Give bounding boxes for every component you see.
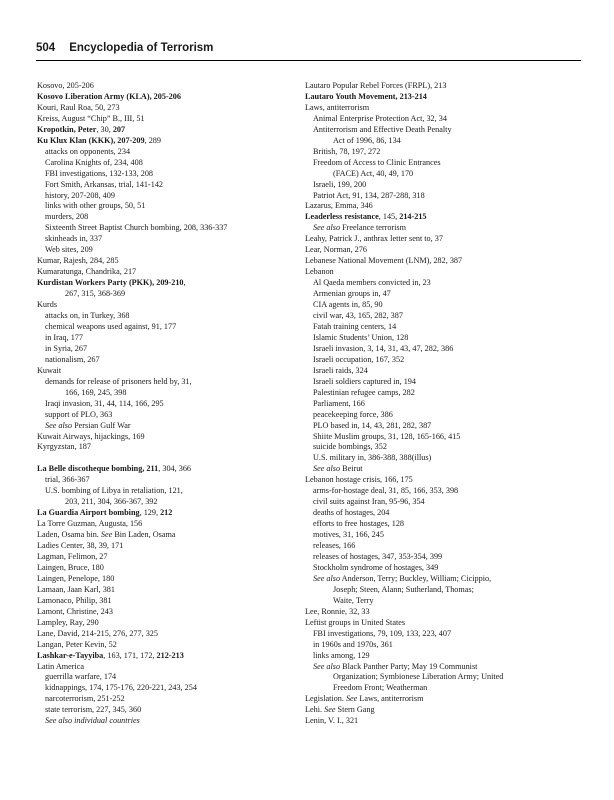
header-rule xyxy=(36,60,581,61)
entry-text: FBI investigations, 132-133, 208 xyxy=(45,168,154,178)
index-entry xyxy=(305,103,573,114)
index-subentry xyxy=(305,453,573,464)
index-subentry xyxy=(37,180,305,191)
entry-text: deaths of hostages, 204 xyxy=(313,508,390,518)
index-entry xyxy=(305,201,573,212)
entry-text: Kuwait xyxy=(37,365,62,375)
entry-text: Lautaro Popular Rebel Forces (FRPL), 213 xyxy=(305,81,447,90)
index-subentry xyxy=(305,289,573,300)
index-subentry xyxy=(305,563,573,574)
entry-text: See also xyxy=(313,573,341,583)
index-subentry xyxy=(305,574,573,585)
entry-text: guerrilla warfare, 174 xyxy=(45,672,117,682)
entry-text: Kosovo, 205-206 xyxy=(37,81,94,90)
entry-text: Lear, Norman, 276 xyxy=(305,245,367,255)
index-entry xyxy=(37,596,305,607)
index-subentry xyxy=(37,333,305,344)
index-entry xyxy=(37,464,305,475)
index-entry xyxy=(37,541,305,552)
index-subentry xyxy=(37,344,305,355)
entry-text: Waite, Terry xyxy=(333,595,374,605)
index-subentry xyxy=(37,201,305,212)
entry-text: 267, 315, 368-369 xyxy=(65,289,126,299)
index-subentry xyxy=(305,355,573,366)
entry-text: peacekeeping force, 386 xyxy=(313,409,393,419)
entry-text: Lehi. xyxy=(305,705,325,715)
entry-text: Leahy, Patrick J., anthrax letter sent to, 37 xyxy=(305,234,443,244)
entry-text: demands for release of prisoners held by, 31, xyxy=(45,376,192,386)
index-subentry xyxy=(305,662,573,673)
entry-text: Lane, David, 214-215, 276, 277, 325 xyxy=(37,628,158,638)
entry-text: kidnappings, 174, 175-176, 220-221, 243, 254 xyxy=(45,683,197,693)
index-subentry xyxy=(305,629,573,640)
entry-text: Armenian groups in, 47 xyxy=(313,289,391,299)
entry-text: Lashkar-e-Tayyiba xyxy=(37,650,104,660)
entry-text: Kyrgyzstan, 187 xyxy=(37,442,91,452)
entry-text: Kumar, Rajesh, 284, 285 xyxy=(37,256,119,266)
index-subentry xyxy=(305,421,573,432)
entry-text: Laingen, Bruce, 180 xyxy=(37,562,104,572)
index-subentry xyxy=(37,475,305,486)
index-entry xyxy=(305,212,573,223)
entry-text: Kuwait Airways, hijackings, 169 xyxy=(37,431,145,441)
entry-text: Lebanon xyxy=(305,267,334,277)
entry-text: trial, 366-367 xyxy=(45,475,90,485)
index-subentry xyxy=(305,377,573,388)
index-entry xyxy=(37,552,305,563)
index-entry xyxy=(305,716,573,727)
entry-text: Legislation. xyxy=(305,694,346,704)
index-entry xyxy=(37,256,305,267)
entry-text: Laws, antiterrorism xyxy=(357,694,424,704)
index-subentry xyxy=(37,421,305,432)
index-subentry xyxy=(37,223,305,234)
index-subentry xyxy=(305,366,573,377)
index-continuation xyxy=(37,497,305,508)
index-entry xyxy=(37,574,305,585)
entry-text: Ladies Center, 38, 39, 171 xyxy=(37,541,124,551)
entry-text: U.S. bombing of Libya in retaliation, 121, xyxy=(45,486,183,496)
entry-text: 166, 169, 245, 398 xyxy=(65,387,127,397)
entry-text: releases of hostages, 347, 353-354, 399 xyxy=(313,551,443,561)
entry-text: Israeli soldiers captured in, 194 xyxy=(313,376,416,386)
entry-text: Lamonaco, Philip, 381 xyxy=(37,595,112,605)
entry-text: Kreiss, August “Chip” B., III, 51 xyxy=(37,113,145,123)
index-subentry xyxy=(37,234,305,245)
entry-text: 203, 211, 304, 366-367, 392 xyxy=(65,497,158,507)
index-subentry xyxy=(305,442,573,453)
index-entry xyxy=(37,278,305,289)
entry-text: Israeli invasion, 3, 14, 31, 43, 47, 282, 386 xyxy=(313,343,454,353)
index-entry xyxy=(37,508,305,519)
index-entry xyxy=(37,267,305,278)
entry-text: Lampley, Ray, 290 xyxy=(37,617,99,627)
entry-text: history, 207-208, 409 xyxy=(45,190,115,200)
index-subentry xyxy=(37,705,305,716)
index-continuation xyxy=(305,169,573,180)
index-column-left xyxy=(37,81,305,727)
entry-text: 207 xyxy=(112,124,126,134)
entry-text: CIA agents in, 85, 90 xyxy=(313,300,383,310)
entry-text: links among, 129 xyxy=(313,650,370,660)
entry-text: See xyxy=(345,694,358,704)
entry-text: Organization; Symbionese Liberation Army; United xyxy=(333,672,504,682)
index-subentry xyxy=(37,191,305,202)
index-subentry xyxy=(305,311,573,322)
entry-text: Kosovo Liberation Army (KLA), 205-206 xyxy=(37,91,181,101)
index-subentry xyxy=(37,377,305,388)
index-entry xyxy=(305,705,573,716)
entry-text: , 289 xyxy=(144,135,161,145)
entry-text: suicide bombings, 352 xyxy=(313,442,387,452)
entry-text: Laws, antiterrorism xyxy=(305,102,370,112)
entry-text: Freedom Front; Weatherman xyxy=(333,683,428,693)
entry-text: Freedom of Access to Clinic Entrances xyxy=(313,157,441,167)
index-entry xyxy=(305,694,573,705)
entry-text: Israeli raids, 324 xyxy=(313,365,368,375)
entry-text: Patriot Act, 91, 134, 287-288, 318 xyxy=(313,190,425,200)
entry-text: Joseph; Steen, Alann; Sutherland, Thomas; xyxy=(333,584,474,594)
index-subentry xyxy=(37,322,305,333)
entry-text: Black Panther Party; May 19 Communist xyxy=(340,661,478,671)
index-entry xyxy=(305,234,573,245)
entry-text: Freelance terrorism xyxy=(340,223,406,233)
index-entry xyxy=(37,607,305,618)
entry-text: Lamaan, Jaan Karl, 381 xyxy=(37,584,115,594)
index-continuation xyxy=(305,683,573,694)
entry-text: Fort Smith, Arkansas, trial, 141-142 xyxy=(45,179,164,189)
entry-text: civil suits against Iran, 95-96, 354 xyxy=(313,497,425,507)
entry-text: La Guardia Airport bombing xyxy=(37,508,140,518)
index-entry xyxy=(37,585,305,596)
index-subentry xyxy=(305,125,573,136)
entry-text: Kurds xyxy=(37,300,58,310)
entry-text: See also xyxy=(313,661,341,671)
index-subentry xyxy=(37,672,305,683)
index-subentry xyxy=(37,212,305,223)
entry-text: arms-for-hostage deal, 31, 85, 166, 353, 398 xyxy=(313,486,459,496)
entry-text: Fatah training centers, 14 xyxy=(313,321,397,331)
index-entry xyxy=(37,618,305,629)
entry-text: Stockholm syndrome of hostages, 349 xyxy=(313,562,439,572)
entry-text: PLO based in, 14, 43, 281, 282, 387 xyxy=(313,420,432,430)
index-continuation xyxy=(305,596,573,607)
index-subentry xyxy=(305,541,573,552)
entry-text: (FACE) Act, 40, 49, 170 xyxy=(333,168,414,178)
entry-text: See also xyxy=(45,420,73,430)
index-subentry xyxy=(305,388,573,399)
index-entry xyxy=(305,607,573,618)
entry-text: British, 78, 197, 272 xyxy=(313,146,381,156)
index-subentry xyxy=(305,300,573,311)
entry-text: Lamont, Christine, 243 xyxy=(37,606,113,616)
entry-text: Antiterrorism and Effective Death Penalty xyxy=(313,124,452,134)
index-entry xyxy=(37,300,305,311)
entry-text: attacks on, in Turkey, 368 xyxy=(45,311,130,321)
entry-text: , 163, 171, 172, xyxy=(103,650,157,660)
index-subentry xyxy=(37,158,305,169)
index-subentry xyxy=(305,651,573,662)
index-subentry xyxy=(37,169,305,180)
entry-text: civil war, 43, 165, 282, 387 xyxy=(313,311,403,321)
entry-text: Shiite Muslim groups, 31, 128, 165-166, 415 xyxy=(313,431,461,441)
index-continuation xyxy=(305,136,573,147)
entry-text: Lazarus, Emma, 346 xyxy=(305,201,373,211)
entry-text: Kropotkin, Peter xyxy=(37,124,97,134)
index-subentry xyxy=(305,158,573,169)
letter-gap xyxy=(37,453,305,464)
index-entry xyxy=(305,618,573,629)
entry-text: Persian Gulf War xyxy=(72,420,131,430)
index-entry xyxy=(37,629,305,640)
entry-text: Carolina Knights of, 234, 408 xyxy=(45,157,143,167)
entry-text: chemical weapons used against, 91, 177 xyxy=(45,321,177,331)
entry-text: Ku Klux Klan (KKK), 207-209 xyxy=(37,135,145,145)
index-entry xyxy=(37,103,305,114)
index-subentry xyxy=(305,180,573,191)
index-subentry xyxy=(305,147,573,158)
index-entry xyxy=(305,475,573,486)
entry-text: efforts to free hostages, 128 xyxy=(313,519,405,529)
index-entry xyxy=(37,92,305,103)
entry-text: Laden, Osama bin. xyxy=(37,530,101,540)
index-subentry xyxy=(37,716,305,727)
entry-text: motives, 31, 166, 245 xyxy=(313,530,384,540)
entry-text: Parliament, 166 xyxy=(313,398,365,408)
entry-text: Lautaro Youth Movement, 213-214 xyxy=(305,91,427,101)
index-entry xyxy=(37,563,305,574)
index-entry xyxy=(37,530,305,541)
entry-text: Lenin, V. I., 321 xyxy=(305,716,359,726)
index-entry xyxy=(305,92,573,103)
entry-text: Sixteenth Street Baptist Church bombing, 208, 336-337 xyxy=(45,223,228,233)
entry-text: Kurdistan Workers Party (PKK), 209-210 xyxy=(37,278,184,288)
entry-text: nationalism, 267 xyxy=(45,354,100,364)
index-subentry xyxy=(37,399,305,410)
index-continuation xyxy=(305,585,573,596)
page-header xyxy=(36,42,581,58)
index-continuation xyxy=(37,289,305,300)
entry-text: See xyxy=(100,530,113,540)
index-continuation xyxy=(37,388,305,399)
index-entry xyxy=(305,256,573,267)
entry-text: Palestinian refugee camps, 282 xyxy=(313,387,415,397)
index-entry xyxy=(305,245,573,256)
entry-text: See also individual countries xyxy=(45,716,140,726)
index-subentry xyxy=(37,486,305,497)
index-entry xyxy=(37,519,305,530)
index-subentry xyxy=(305,399,573,410)
entry-text: 214-215 xyxy=(399,212,427,222)
index-subentry xyxy=(305,333,573,344)
index-entry xyxy=(37,136,305,147)
entry-text: Iraqi invasion, 31, 44, 114, 166, 295 xyxy=(45,398,164,408)
entry-text: in Syria, 267 xyxy=(45,343,88,353)
entry-text: Laingen, Penelope, 180 xyxy=(37,573,115,583)
index-subentry xyxy=(305,322,573,333)
entry-text: Act of 1996, 86, 134 xyxy=(333,135,401,145)
entry-text: skinheads in, 337 xyxy=(45,234,103,244)
index-subentry xyxy=(305,508,573,519)
index-entry xyxy=(37,442,305,453)
entry-text: La Belle discotheque bombing, 211 xyxy=(37,464,159,474)
index-entry xyxy=(37,651,305,662)
index-subentry xyxy=(305,223,573,234)
entry-text: Leftist groups in United States xyxy=(305,617,406,627)
index-entry xyxy=(305,81,573,92)
index-subentry xyxy=(305,114,573,125)
index-subentry xyxy=(305,530,573,541)
index-subentry xyxy=(37,311,305,322)
entry-text: links with other groups, 50, 51 xyxy=(45,201,146,211)
entry-text: attacks on opponents, 234 xyxy=(45,146,131,156)
entry-text: narcoterrorism, 251-252 xyxy=(45,694,125,704)
entry-text: releases, 166 xyxy=(313,541,356,551)
entry-text: Kouri, Raul Roa, 50, 273 xyxy=(37,102,120,112)
index-subentry xyxy=(37,694,305,705)
entry-text: state terrorism, 227, 345, 360 xyxy=(45,705,142,715)
index-entry xyxy=(37,662,305,673)
entry-text: , 145, xyxy=(378,212,400,222)
entry-text: See also xyxy=(313,223,341,233)
entry-text: support of PLO, 363 xyxy=(45,409,113,419)
entry-text: Al Qaeda members convicted in, 23 xyxy=(313,278,431,288)
index-subentry xyxy=(305,410,573,421)
entry-text: Lebanese National Movement (LNM), 282, 387 xyxy=(305,256,463,266)
entry-text: Israeli occupation, 167, 352 xyxy=(313,354,405,364)
entry-text: Leaderless resistance xyxy=(305,212,379,222)
index-subentry xyxy=(37,245,305,256)
index-subentry xyxy=(37,683,305,694)
entry-text: Beirut xyxy=(340,464,363,474)
entry-text: , 129, xyxy=(139,508,161,518)
index-subentry xyxy=(305,486,573,497)
index-subentry xyxy=(305,519,573,530)
entry-text: , 304, 366 xyxy=(158,464,191,474)
index-continuation xyxy=(305,672,573,683)
index-entry xyxy=(305,267,573,278)
index-entry xyxy=(37,81,305,92)
index-subentry xyxy=(305,344,573,355)
index-subentry xyxy=(305,464,573,475)
index-subentry xyxy=(305,552,573,563)
index-subentry xyxy=(305,497,573,508)
index-subentry xyxy=(305,640,573,651)
entry-text: 212 xyxy=(160,508,173,518)
entry-text: See also xyxy=(313,464,341,474)
entry-text: La Torre Guzman, Augusta, 156 xyxy=(37,519,143,529)
entry-text: in Iraq, 177 xyxy=(45,332,83,342)
page-number: 504 xyxy=(36,42,56,54)
entry-text: , xyxy=(183,278,186,288)
index-entry xyxy=(37,114,305,125)
entry-text: See xyxy=(324,705,336,715)
entry-text: Anderson, Terry; Buckley, William; Cicippio, xyxy=(340,573,492,583)
index-entry xyxy=(37,125,305,136)
entry-text: Bin Laden, Osama xyxy=(112,530,176,540)
entry-text: U.S. military in, 386-388, 388(illus) xyxy=(313,453,432,463)
entry-text: Animal Enterprise Protection Act, 32, 34 xyxy=(313,113,447,123)
entry-text: in 1960s and 1970s, 361 xyxy=(313,639,393,649)
entry-text: Web sites, 209 xyxy=(45,245,93,255)
index-entry xyxy=(37,432,305,443)
entry-text: Lebanon hostage crisis, 166, 175 xyxy=(305,475,413,485)
index-subentry xyxy=(37,410,305,421)
entry-text: Latin America xyxy=(37,661,85,671)
running-title: Encyclopedia of Terrorism xyxy=(69,42,214,54)
entry-text: , 30, xyxy=(96,124,113,134)
index-column-right xyxy=(305,81,573,727)
index-subentry xyxy=(305,278,573,289)
entry-text: murders, 208 xyxy=(45,212,89,222)
entry-text: Islamic Students’ Union, 128 xyxy=(313,332,409,342)
entry-text: Lee, Ronnie, 32, 33 xyxy=(305,606,370,616)
index-entry xyxy=(37,366,305,377)
index-subentry xyxy=(305,191,573,202)
entry-text: Stern Gang xyxy=(335,705,375,715)
index-subentry xyxy=(305,432,573,443)
entry-text: Lagman, Felimon, 27 xyxy=(37,551,108,561)
entry-text: FBI investigations, 79, 109, 133, 223, 407 xyxy=(313,628,452,638)
entry-text: 212-213 xyxy=(156,650,184,660)
entry-text: Langan, Peter Kevin, 52 xyxy=(37,639,117,649)
index-subentry xyxy=(37,147,305,158)
index-subentry xyxy=(37,355,305,366)
entry-text: Kumaratunga, Chandrika, 217 xyxy=(37,267,137,277)
index-entry xyxy=(37,640,305,651)
entry-text: Israeli, 199, 200 xyxy=(313,179,367,189)
